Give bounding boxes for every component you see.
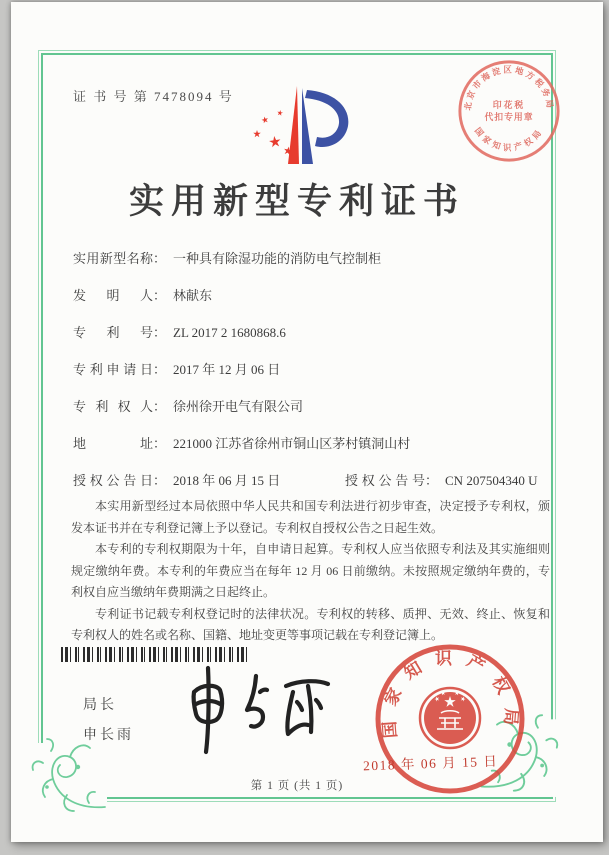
field-value: 徐州徐开电气有限公司 bbox=[173, 399, 304, 414]
field-colon: ： bbox=[153, 251, 167, 266]
field-row-patentee bbox=[73, 398, 551, 415]
tax-stamp-top-text: 北京市海淀区地方税务局 bbox=[463, 65, 555, 112]
field-row-patent-no bbox=[73, 324, 551, 341]
tax-stamp-bottom-text: 国家知识产权局 bbox=[472, 126, 546, 153]
field-row-grant bbox=[73, 472, 551, 489]
field-grant-date bbox=[73, 473, 280, 488]
director-signature bbox=[164, 658, 349, 763]
field-label: 发明人 bbox=[73, 288, 153, 303]
field-row-address bbox=[73, 435, 551, 452]
director-role-label: 局长 bbox=[83, 698, 117, 713]
field-value: 一种具有除湿功能的消防电气控制柜 bbox=[173, 251, 382, 266]
field-label: 专利申请日 bbox=[73, 362, 153, 377]
certificate-fields bbox=[73, 250, 551, 489]
seal-org-text: 国家知识产权局 bbox=[379, 648, 521, 739]
field-colon: ： bbox=[153, 362, 167, 377]
field-row-filing-date bbox=[73, 361, 551, 378]
tax-stamp-center-line1: 印花税 bbox=[492, 100, 526, 111]
certificate-title: 实用新型专利证书 bbox=[128, 182, 465, 221]
field-value: CN 207504340 U bbox=[445, 473, 538, 488]
field-value: ZL 2017 2 1680868.6 bbox=[173, 325, 286, 340]
field-grant-number bbox=[345, 472, 537, 489]
field-value: 2018 年 06 月 15 日 bbox=[173, 473, 281, 488]
certificate-page bbox=[11, 2, 603, 842]
field-value: 221000 江苏省徐州市铜山区茅村镇洞山村 bbox=[173, 436, 411, 451]
field-row-inventor bbox=[73, 287, 551, 304]
director-name: 申长雨 bbox=[83, 728, 134, 743]
field-value: 2017 年 12 月 06 日 bbox=[173, 362, 281, 377]
field-value: 林献东 bbox=[173, 288, 213, 303]
legal-paragraph: 本专利的专利权期限为十年，自申请日起算。专利权人应当依照专利法及其实施细则规定缴纳年费。本专利的年费应当在每年 12 月 06 日前缴纳。未按照规定缴纳年费的，专利权自应当缴纳年费期满之日起终止。 bbox=[71, 542, 550, 599]
cnipa-patent-logo-icon bbox=[235, 80, 365, 180]
field-colon: ： bbox=[425, 473, 439, 488]
field-label: 授权公告日 bbox=[73, 473, 153, 488]
page-number: 第 1 页 (共 1 页) bbox=[250, 780, 344, 792]
field-colon: ： bbox=[153, 399, 167, 414]
field-label: 专利权人 bbox=[73, 399, 153, 414]
field-row-name bbox=[73, 250, 551, 267]
field-colon: ： bbox=[153, 473, 167, 488]
field-colon: ： bbox=[153, 436, 167, 451]
field-label: 地址 bbox=[73, 436, 153, 451]
legal-paragraph: 本实用新型经过本局依照中华人民共和国专利法进行初步审查，决定授予专利权，颁发本证书并在专利登记簿上予以登记。专利权自授权公告之日起生效。 bbox=[71, 499, 550, 535]
seal-date: 2018 年 06 月 15 日 bbox=[362, 753, 499, 774]
tax-stamp-seal bbox=[455, 57, 563, 165]
tax-stamp-center-line2: 代扣专用章 bbox=[484, 111, 534, 122]
svg-text:国家知识产权局 bbox=[473, 126, 545, 153]
field-label: 专利号 bbox=[73, 325, 153, 340]
legal-paragraph: 专利证书记载专利权登记时的法律状况。专利权的转移、质押、无效、终止、恢复和专利权人的姓名或名称、国籍、地址变更等事项记载在专利登记簿上。 bbox=[71, 606, 550, 642]
field-colon: ： bbox=[153, 288, 167, 303]
certificate-number: 证 书 号 第 7478094 号 bbox=[73, 89, 234, 104]
field-label: 授权公告号 bbox=[345, 473, 425, 488]
national-emblem-icon bbox=[420, 688, 480, 748]
field-label: 实用新型名称 bbox=[73, 251, 153, 266]
field-colon: ： bbox=[153, 325, 167, 340]
legal-text bbox=[71, 496, 550, 647]
